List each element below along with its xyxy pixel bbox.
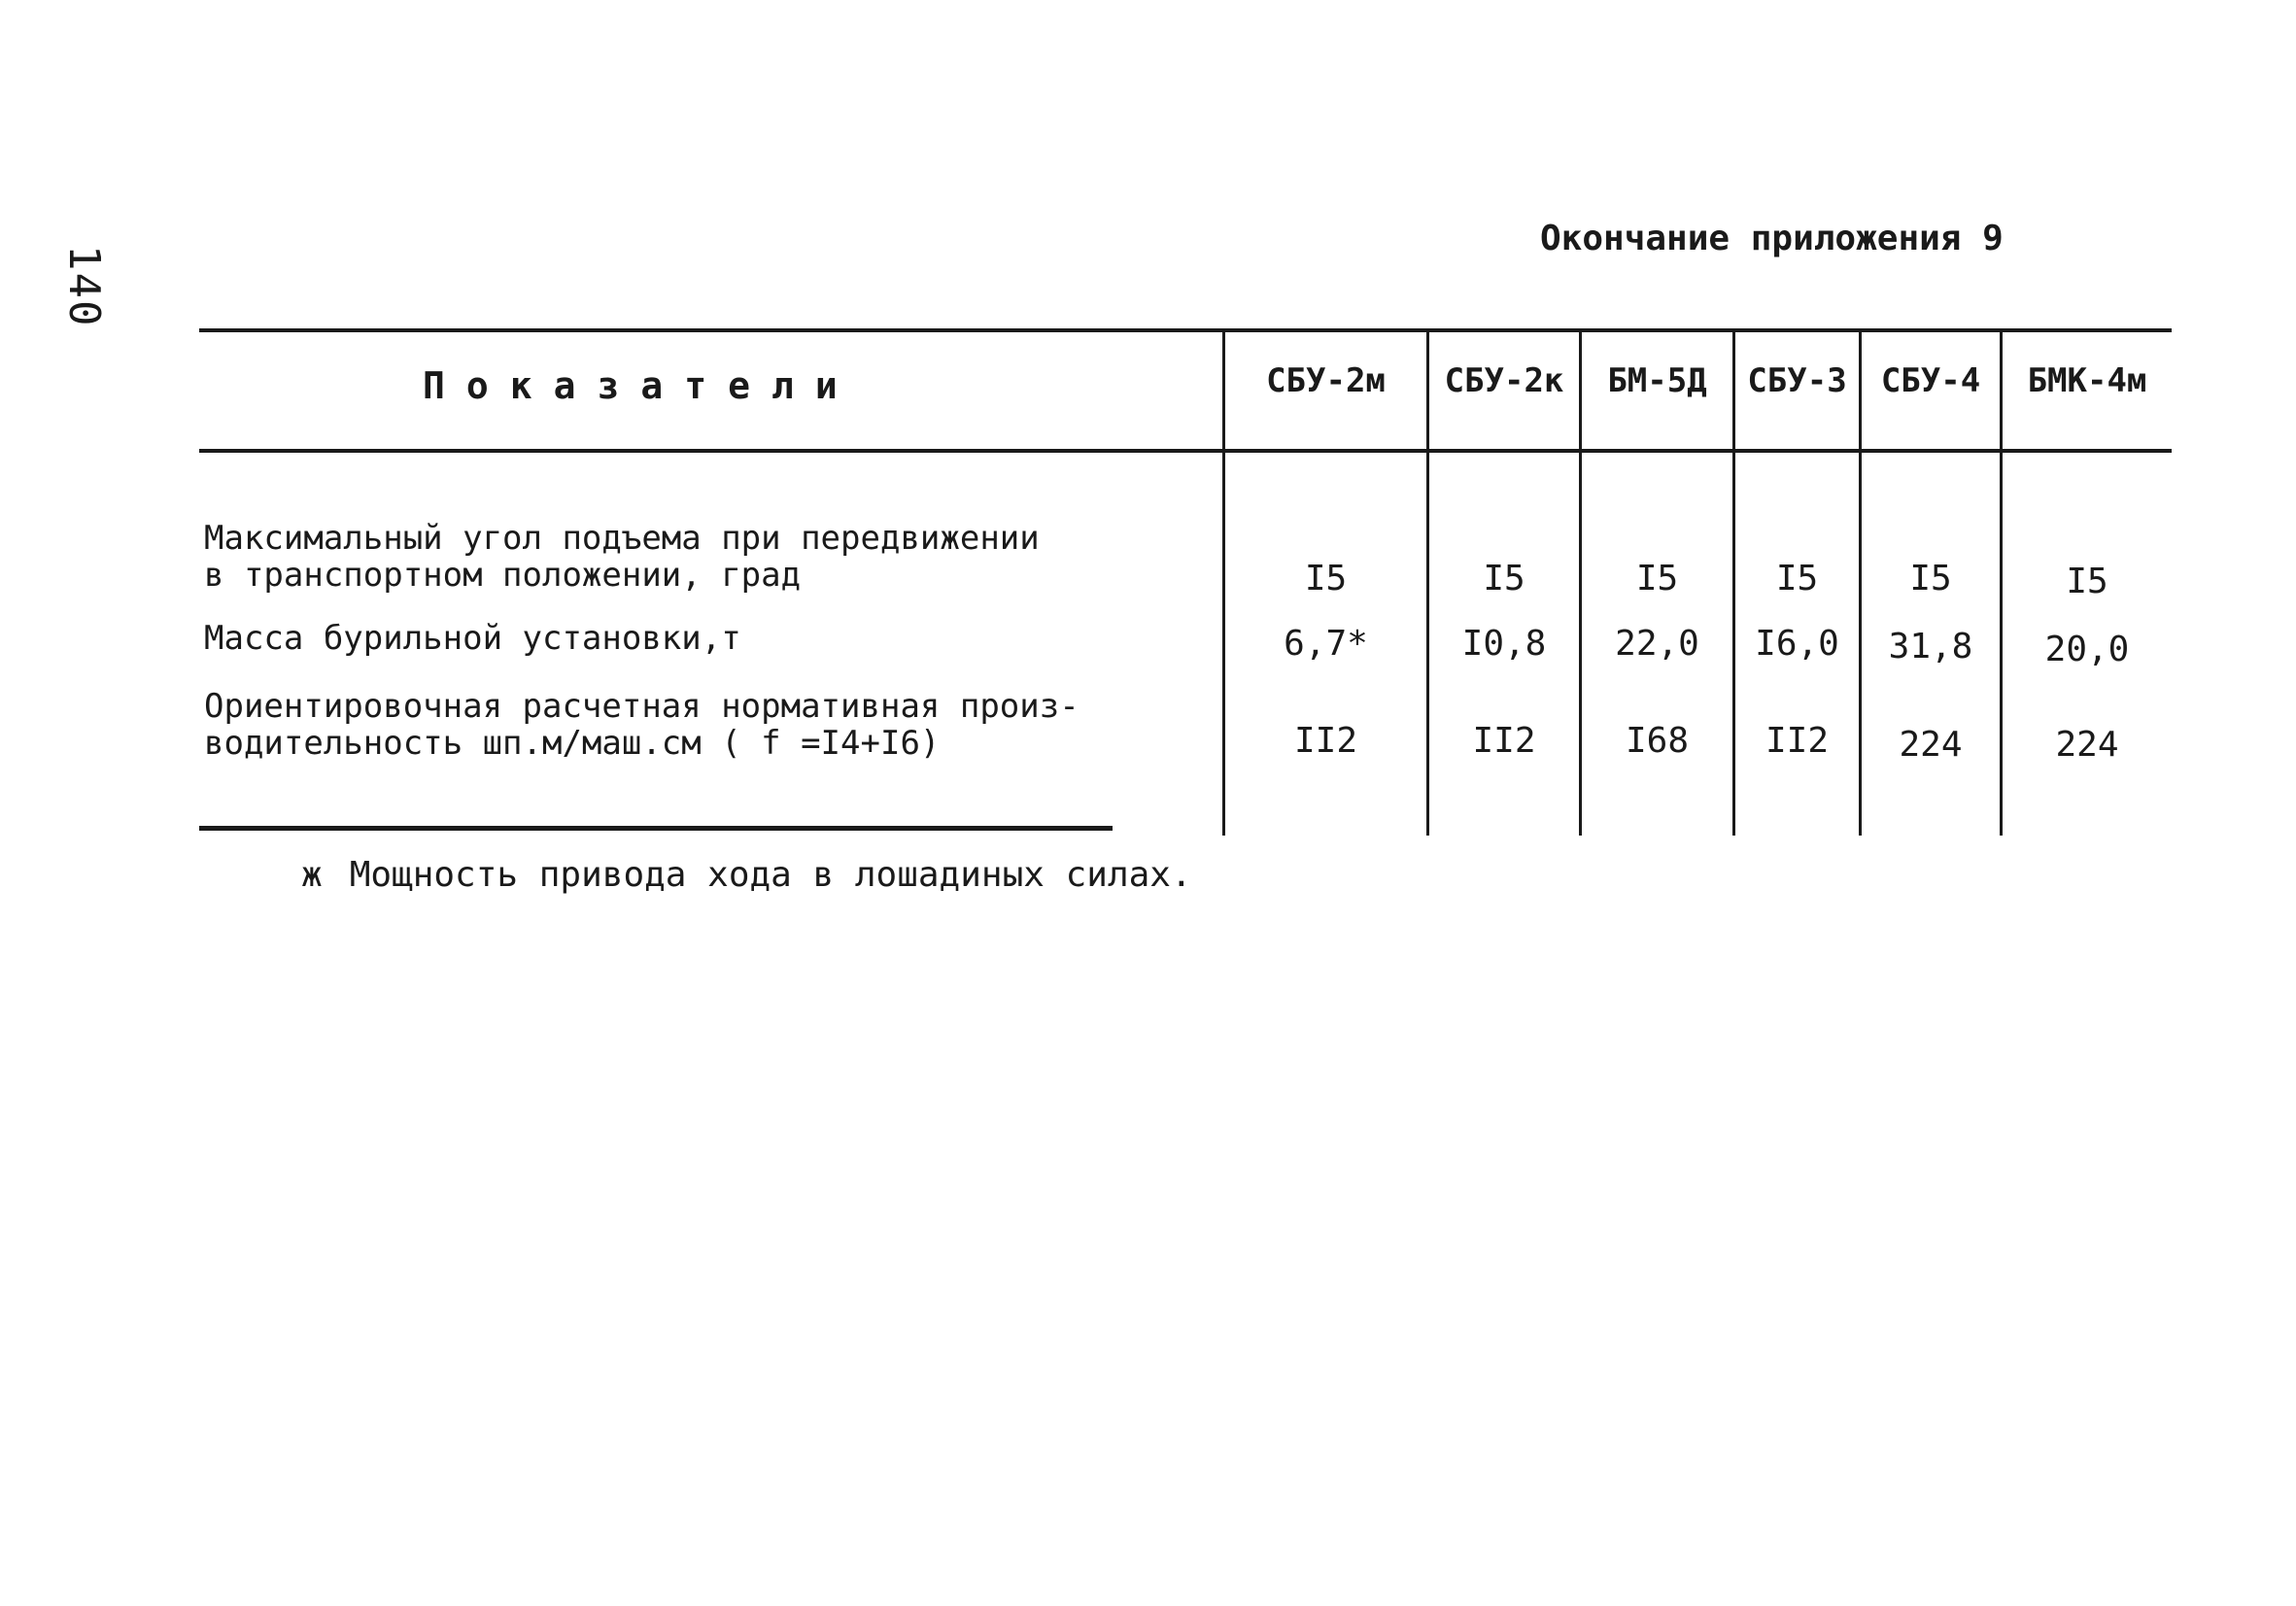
table-cell: II2 xyxy=(1472,721,1536,761)
column-header: БМК-4м xyxy=(2027,361,2147,400)
footnote-text: Мощность привода хода в лошадиных силах. xyxy=(349,855,1192,895)
footnote-mark: ж xyxy=(301,855,323,895)
column-header: СБУ-4 xyxy=(1880,361,1981,400)
row-label: Ориентировочная расчетная нормативная произ- водительность шп.м/маш.см ( f =I4+I6) xyxy=(204,687,1079,763)
row-label: Масса бурильной установки,т xyxy=(204,619,741,658)
table-cell: 224 xyxy=(2055,725,2119,765)
table-cell: 6,7* xyxy=(1284,624,1368,664)
header-label: Показатели xyxy=(423,364,859,407)
table-cell: 224 xyxy=(1899,725,1963,765)
specs-table xyxy=(199,321,2172,836)
table-top-rule xyxy=(199,328,2172,332)
page-number: 140 xyxy=(59,245,109,328)
appendix-title: Окончание приложения 9 xyxy=(1540,219,2004,258)
column-header: БМ-5Д xyxy=(1607,361,1707,400)
column-header: СБУ-2м xyxy=(1266,361,1386,400)
table-cell: I68 xyxy=(1625,721,1690,761)
table-cell: I5 xyxy=(1909,559,1952,598)
table-cell: 31,8 xyxy=(1888,627,1973,666)
footnote xyxy=(301,855,1192,895)
table-header-rule xyxy=(199,449,2172,453)
table-cell: I5 xyxy=(1483,559,1525,598)
table-cell: I6,0 xyxy=(1755,624,1839,664)
table-cell: 20,0 xyxy=(2044,630,2130,669)
column-header: СБУ-3 xyxy=(1747,361,1847,400)
row-label: Максимальный угол подъема при передвижении в транспортном положении, град xyxy=(204,519,1040,595)
table-cell: 22,0 xyxy=(1615,624,1699,664)
table-cell: I5 xyxy=(1635,559,1679,598)
table-cell: I0,8 xyxy=(1461,624,1547,664)
table-bottom-rule xyxy=(199,826,1113,831)
column-header: СБУ-2к xyxy=(1444,361,1564,400)
table-cell: I5 xyxy=(2066,562,2108,601)
table-cell: II2 xyxy=(1293,721,1358,761)
table-cell: II2 xyxy=(1765,721,1830,761)
table-cell: I5 xyxy=(1775,559,1819,598)
table-cell: I5 xyxy=(1304,559,1348,598)
